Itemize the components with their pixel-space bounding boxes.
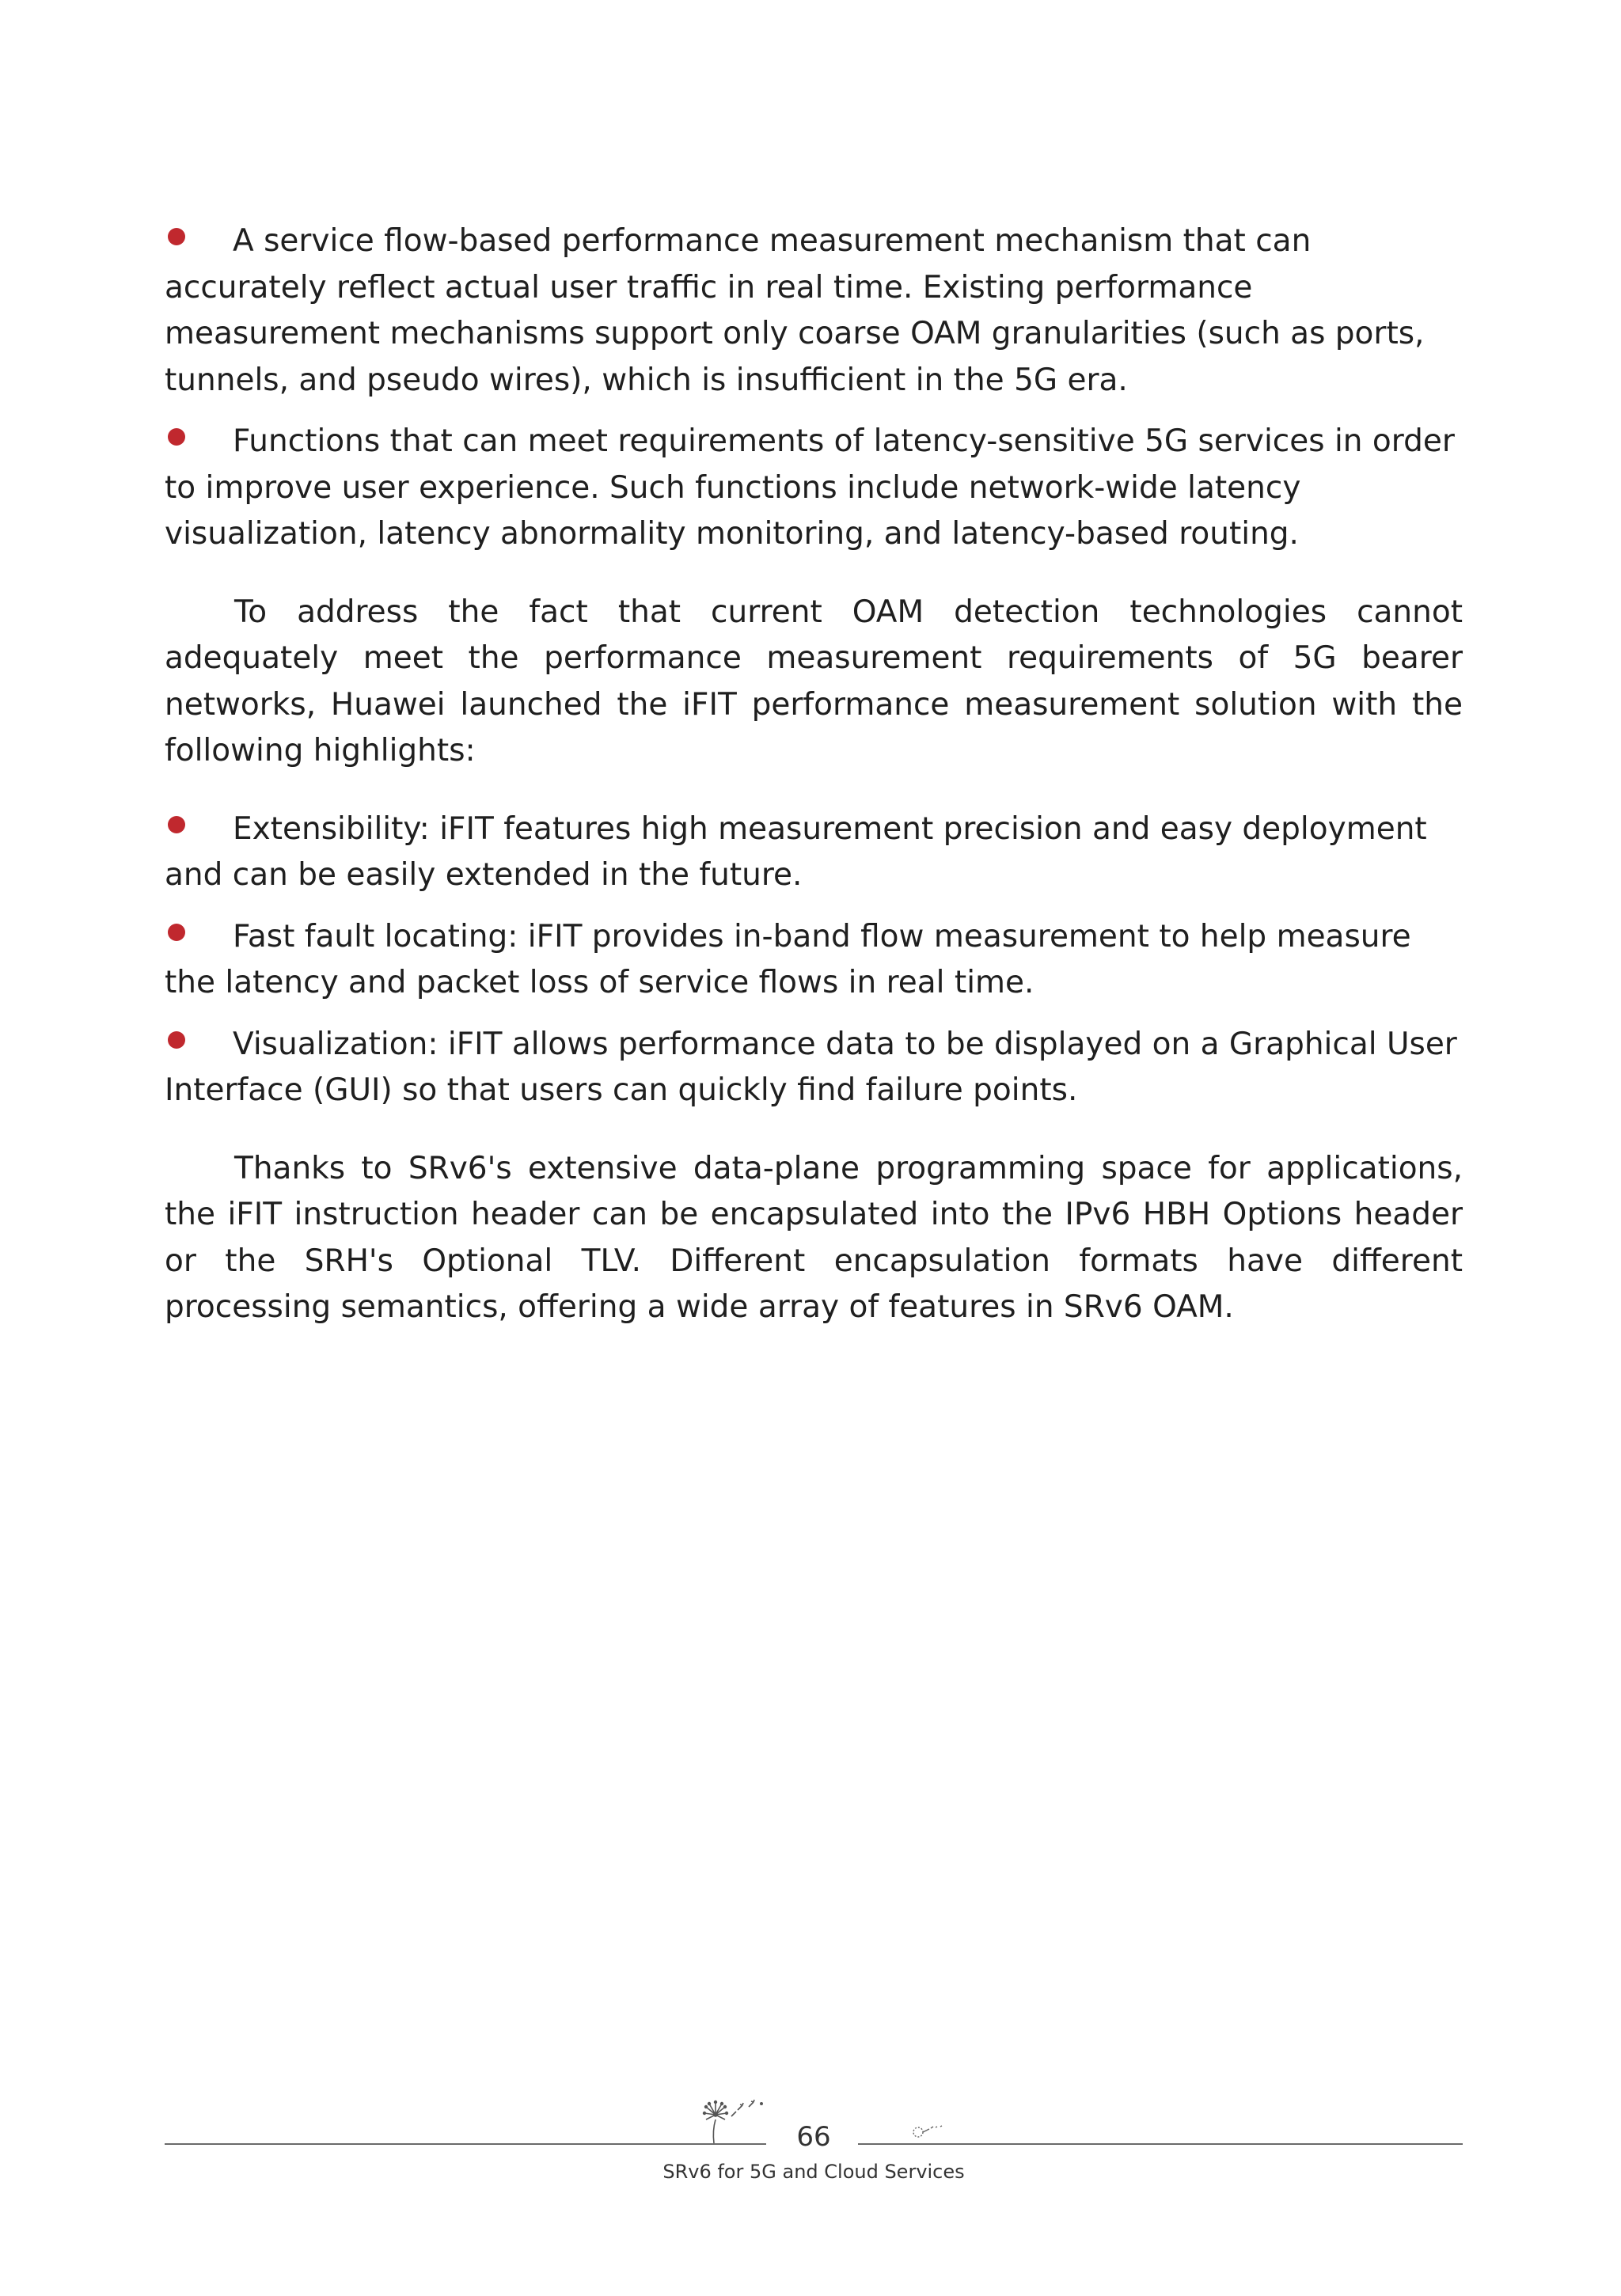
page-footer (165, 2089, 1463, 2184)
bullet-text: Extensibility: iFIT features high measurement precision and easy deployment and can be easily extended in the future. (165, 810, 1427, 893)
footer-book-title: SRv6 for 5G and Cloud Services (662, 2161, 965, 2183)
bullet-text: Fast fault locating: iFIT provides in-band flow measurement to help measure the latency and packet loss of service flows in real time. (165, 918, 1411, 1000)
bullet-item (165, 218, 1463, 404)
bullet-item (165, 806, 1463, 899)
bullet-text: Visualization: iFIT allows performance data to be displayed on a Graphical User Interface (GUI) so that users can quickly find failure points. (165, 1026, 1457, 1108)
page-number: 66 (796, 2121, 831, 2153)
bullet-item (165, 1022, 1463, 1114)
footer-rule-left (165, 2143, 766, 2145)
seed-icon (909, 2123, 947, 2142)
bullet-text: A service flow-based performance measurement mechanism that can accurately reflect actual user traffic in real time. Existing performance measurement mechanisms support only coarse OAM granularities (such as ports, tunnels, and pseudo wires), which is insufficient in the 5G era. (165, 223, 1425, 398)
bullet-dot-icon (168, 1031, 185, 1049)
bullet-text: Functions that can meet requirements of latency-sensitive 5G services in order to improve user experience. Such functions include network-wide latency visualization, latency abnormality monitoring, and latency-based routing. (165, 423, 1455, 552)
footer-rule-right (858, 2143, 1463, 2145)
bullet-dot-icon (168, 816, 185, 833)
closing-paragraph: Thanks to SRv6's extensive data-plane programming space for applications, the iFIT instruction header can be encapsulated into the IPv6 HBH Options header or the SRH's Optional TLV. Different encapsulation formats have different processing semantics, offering a wide array of features in SRv6 OAM. (165, 1150, 1463, 1325)
bullet-item (165, 419, 1463, 558)
bullet-dot-icon (168, 228, 185, 245)
page-content (165, 218, 1463, 1331)
dandelion-icon (697, 2099, 768, 2145)
bullet-item (165, 914, 1463, 1007)
bullet-dot-icon (168, 924, 185, 941)
bullet-dot-icon (168, 428, 185, 446)
intro-paragraph: To address the fact that current OAM detection technologies cannot adequately meet the performance measurement requirements of 5G bearer networks, Huawei launched the iFIT performance measurement solution with the following highlights: (165, 594, 1463, 768)
